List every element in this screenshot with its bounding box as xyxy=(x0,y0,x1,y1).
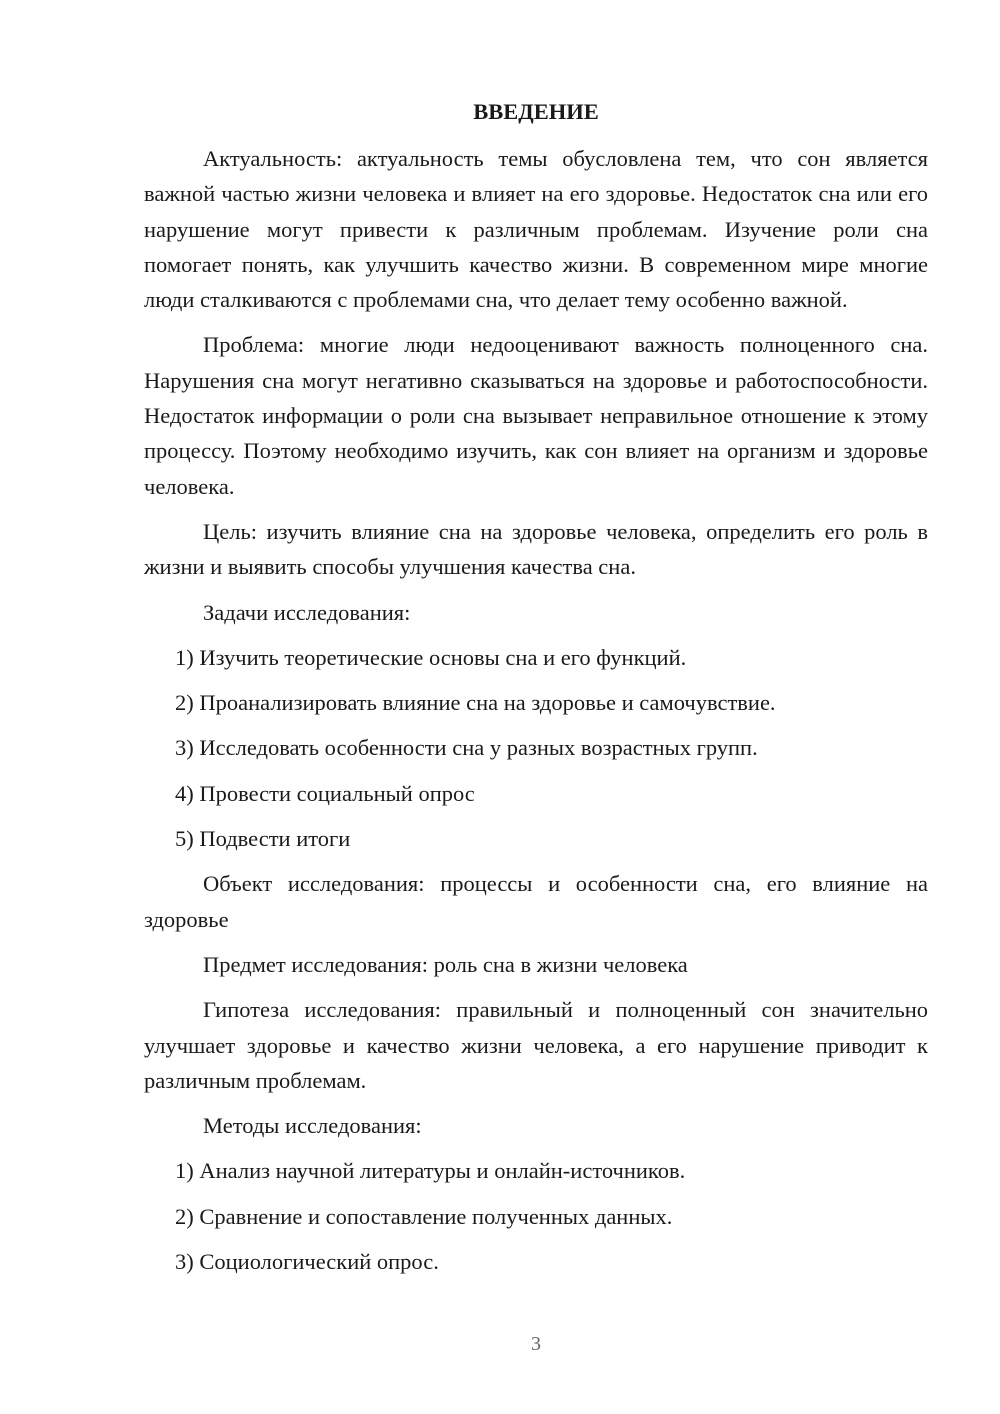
task-item-4: 4) Провести социальный опрос xyxy=(175,780,475,806)
goal-paragraph: Цель: изучить влияние сна на здоровье человека, определить его роль в жизни и выявить способы улучшения качества сна. xyxy=(144,518,928,580)
relevance-paragraph: Актуальность: актуальность темы обусловлена тем, что сон является важной частью жизни человека и влияет на его здоровье. Недостаток сна или его нарушение могут привести к различным проблемам. Изучение роли сна помогает понять, как улучшить качество жизни. В современном мире многие люди сталкиваются с проблемами сна, что делает тему особенно важной. xyxy=(144,146,928,313)
method-item-1: 1) Анализ научной литературы и онлайн-источников. xyxy=(175,1158,686,1184)
methods-heading: Методы исследования: xyxy=(203,1113,422,1139)
hypothesis-paragraph: Гипотеза исследования: правильный и полноценный сон значительно улучшает здоровье и качество жизни человека, а его нарушение приводит к различным проблемам. xyxy=(144,997,928,1093)
problem-paragraph: Проблема: многие люди недооценивают важность полноценного сна. Нарушения сна могут негативно сказываться на здоровье и работоспособности. Недостаток информации о роли сна вызывает неправильное отношение к этому процессу. Поэтому необходимо изучить, как сон влияет на организм и здоровье человека. xyxy=(144,332,928,499)
task-item-1: 1) Изучить теоретические основы сна и его функций. xyxy=(175,644,687,670)
task-item-2: 2) Проанализировать влияние сна на здоровье и самочувствие. xyxy=(175,690,776,716)
tasks-heading: Задачи исследования: xyxy=(203,599,411,625)
method-item-3: 3) Социологический опрос. xyxy=(175,1249,439,1275)
task-item-3: 3) Исследовать особенности сна у разных возрастных групп. xyxy=(175,735,758,761)
method-item-2: 2) Сравнение и сопоставление полученных данных. xyxy=(175,1203,673,1229)
task-item-5: 5) Подвести итоги xyxy=(175,826,351,852)
document-body xyxy=(144,94,928,1289)
subject-paragraph: Предмет исследования: роль сна в жизни человека xyxy=(203,951,688,977)
page-number: 3 xyxy=(531,1333,541,1355)
object-paragraph: Объект исследования: процессы и особенности сна, его влияние на здоровье xyxy=(144,871,928,932)
section-title: ВВЕДЕНИЕ xyxy=(473,99,599,124)
